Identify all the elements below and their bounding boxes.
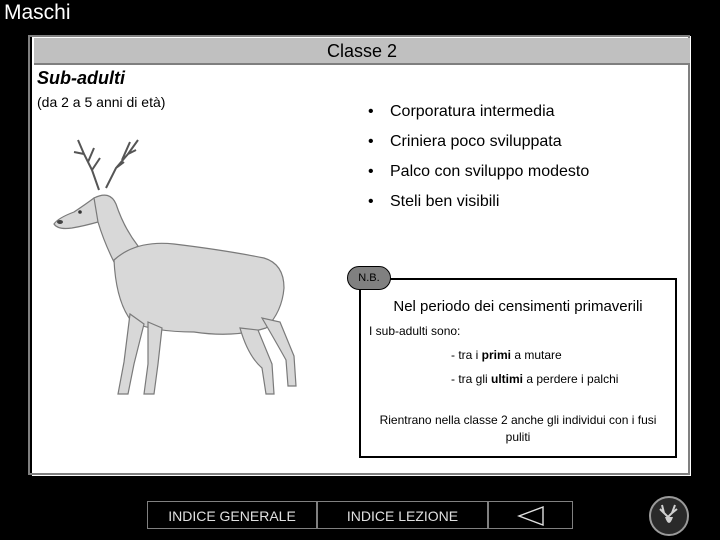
class-title: Classe 2 [326, 41, 398, 61]
triangle-left-icon [515, 505, 547, 527]
note-line-prefix: - tra gli [451, 372, 492, 386]
feature-item: • Corporatura intermedia [368, 103, 589, 133]
class-header [34, 38, 690, 65]
top-bar [0, 0, 720, 30]
back-button[interactable] [488, 501, 573, 529]
sub-title: Sub-adulti [37, 68, 125, 88]
nb-badge: N.B. [347, 266, 391, 290]
note-line-suffix: a mutare [511, 348, 562, 362]
deer-head-logo-icon [648, 495, 690, 537]
note-box [359, 278, 677, 458]
note-line-emphasis: ultimi [491, 372, 524, 386]
note-line-suffix: a perdere i palchi [523, 372, 619, 386]
feature-list [368, 103, 589, 223]
note-line-ultimi [451, 372, 618, 386]
note-line-emphasis: primi [481, 348, 512, 362]
note-line-prefix: - tra i [451, 348, 482, 362]
index-general-button[interactable]: INDICE GENERALE [147, 501, 317, 529]
feature-item: • Palco con sviluppo modesto [368, 163, 589, 193]
note-footer: Rientrano nella classe 2 anche gli individui con i fusi puliti [379, 413, 657, 444]
note-heading: Nel periodo dei censimenti primaverili [393, 298, 643, 315]
index-lesson-button[interactable]: INDICE LEZIONE [317, 501, 488, 529]
page-title: Maschi [4, 1, 71, 24]
age-range: (da 2 a 5 anni di età) [37, 94, 166, 110]
deer-illustration [44, 132, 304, 402]
note-line-primi [451, 348, 562, 362]
feature-item: • Steli ben visibili [368, 193, 589, 223]
feature-item: • Criniera poco sviluppata [368, 133, 589, 163]
note-intro: I sub-adulti sono: [369, 324, 461, 338]
